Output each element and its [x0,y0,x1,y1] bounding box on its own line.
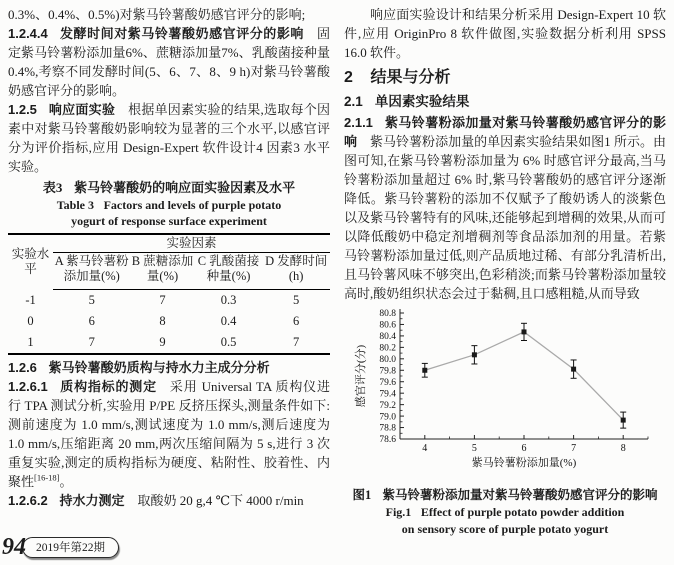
figure-caption-en-line1 [344,504,666,521]
svg-text:4: 4 [422,443,428,454]
table-caption-en-line1 [8,197,330,213]
section-title: 质构指标的测定 [59,379,157,394]
table-caption-en-line2 [8,213,330,229]
section-title: 发酵时间对紫马铃薯酸奶感官评分的影响 [59,26,304,41]
section-body-end: 。 [59,474,73,489]
column-header: C 乳酸菌接种量(%) [195,253,263,290]
svg-text:8: 8 [620,443,626,454]
runin-heading [8,493,124,508]
left-column [8,5,330,538]
figure-label-en: Fig.1 [385,505,412,519]
table-cell: 0.3 [220,293,237,307]
svg-text:80.2: 80.2 [379,343,396,354]
section-1-2-5 [8,100,330,176]
section-title: 紫马铃薯粉添加量对紫马铃薯酸奶感官评分的影响 [344,115,666,149]
table-cell: -1 [25,292,36,307]
table-label-en: Table 3 [56,198,94,212]
section-body: 根据单因素实验的结果,选取每个因素中对紫马铃薯酸奶影响较为显著的三个水平,以感官评分为评价指标,应用 Design-Expert 软件设计4 因素3 水平实验。 [8,102,330,174]
table-row [8,311,330,332]
section-title: 紫马铃薯酸奶质构与持水力主成分分析 [48,360,270,375]
section-2-1-1 [344,113,666,303]
figure-caption-text: 紫马铃薯粉添加量对紫马铃薯酸奶感官评分的影响 [382,488,658,502]
table-corner-header: 实验水平 [11,247,50,277]
table-cell: 1 [27,335,34,349]
runin-heading [8,379,157,394]
section-body: 固定紫马铃薯粉添加量6%、蔗糖添加量7%、乳酸菌接种量0.4%,考察不同发酵时间(5、6、7、8、9 h)对紫马铃薯酸奶感官评分的影响。 [8,26,330,98]
page-number: 94 [2,534,26,560]
runin-heading [8,102,115,117]
paragraph-text: 0.3%、0.4%、0.5%)对紫马铃薯酸奶感官评分的影响; [8,7,306,22]
runin-heading [8,26,304,41]
table-header-row [8,253,330,290]
svg-text:80.6: 80.6 [379,320,396,331]
table-cell: 5 [88,293,95,307]
svg-text:79.6: 79.6 [379,377,396,388]
table-cell: 7 [159,293,166,307]
section-2-1-heading [344,92,666,111]
svg-text:紫马铃薯粉添加量(%): 紫马铃薯粉添加量(%) [471,457,577,469]
paragraph-software [344,5,666,62]
section-body: 紫马铃薯粉添加量的单因素实验结果如图1 所示。由图可知,在紫马铃薯粉添加量为 6% 时感官评分最高,当马铃薯粉添加量超过 6% 时,紫马铃薯酸奶的感官评分逐渐降低。紫马铃薯粉的添加不仅赋予了酸奶诱人的淡紫色以及紫马铃薯特有的风味,还能够起到增稠的效果,从而可以降低酸奶中稳定剂增稠剂等食品添加剂的用量。若紫马铃薯粉添加量过低,则产品质地过稀、有部分乳清析出,且马铃薯风味不够突出,色彩稍淡;而紫马铃薯粉添加量较高时,酸奶组织状态会过于黏稠,且口感粗糙,从而导致 [344,134,666,301]
column-header: B 蔗糖添加量(%) [130,253,194,290]
column-header: D 发酵时间(h) [262,253,330,290]
section-body: 采用 Universal TA 质构仪进行 TPA 测试分析,实验用 P/PE 反挤压探头,测量条件如下:测前速度为 1.0 mm/s,测试速度为 1.0 mm/s,测后速度为 1.0 mm/s,压缩距离 20 mm,两次压缩间隔为 5 s,进行 3 次重复实验,测定的质构指标为硬度、粘附性、胶着性、内聚性 [8,379,330,489]
figure-caption-en-text: Effect of purple potato powder addition [420,505,625,519]
section-number: 1.2.5 [8,102,37,117]
page-footer [2,535,119,559]
section-title: 持水力测定 [59,493,125,508]
section-number: 2.1 [344,94,363,109]
svg-text:79.8: 79.8 [379,366,396,377]
svg-text:78.8: 78.8 [379,423,396,434]
section-1-2-6-1 [8,377,330,491]
right-column [344,5,666,538]
svg-text:感官评分(分): 感官评分(分) [355,344,367,408]
section-number: 1.2.6.1 [8,379,48,394]
table-cell: 6 [88,314,95,328]
table-cell: 8 [159,314,166,328]
table-cell: 0 [27,314,34,328]
table-cell: 0.5 [220,335,237,349]
table-label: 表3 [42,180,63,195]
section-title: 响应面实验 [48,102,116,117]
paragraph-continuation [8,5,330,24]
svg-text:5: 5 [471,443,477,454]
citation-reference: [16-18] [34,472,60,483]
table-row [8,290,330,312]
table-cell: 5 [293,293,300,307]
table-row [8,332,330,354]
figure-label: 图1 [352,488,372,502]
svg-text:80.4: 80.4 [379,332,396,343]
section-number: 2 [344,69,353,86]
table-caption-zh [8,179,330,197]
section-title: 结果与分析 [370,69,451,86]
section-2-heading [344,67,666,89]
section-1-2-6-2 [8,491,330,510]
section-1-2-6-heading [8,358,330,377]
table-cell: 6 [293,314,300,328]
table-cell: 9 [159,335,166,349]
table-cell: 7 [88,335,95,349]
table-cell: 7 [293,335,300,349]
section-number: 1.2.6 [8,360,37,375]
table-cell: 0.4 [220,314,237,328]
factors-levels-table [8,233,330,355]
svg-text:7: 7 [571,443,577,454]
figure-caption-en-line2 [344,521,666,538]
section-number: 1.2.6.2 [8,493,48,508]
svg-text:80.8: 80.8 [379,309,396,320]
svg-text:78.6: 78.6 [379,435,396,446]
table-caption-en-text: Factors and levels of purple potato [103,198,282,212]
figure-caption-en-text2: on sensory score of purple potato yogurt [401,522,609,536]
section-1-2-4-4 [8,24,330,100]
table-caption-text: 紫马铃薯酸奶的响应面实验因素及水平 [74,180,296,195]
paragraph-text: 响应面实验设计和结果分析采用 Design-Expert 10 软件,应用 OriginPro 8 软件做图,实验数据分析利用 SPSS 16.0 软件。 [344,7,666,60]
svg-text:79.2: 79.2 [379,400,396,411]
table-caption-en-text2: yogurt of response surface experiment [71,214,267,228]
svg-text:79.4: 79.4 [379,389,396,400]
fig1-line-chart [352,305,658,477]
issue-badge: 2019年第22期 [22,537,119,558]
figure-caption-zh [344,486,666,504]
section-title: 单因素实验结果 [374,94,470,109]
svg-text:80.0: 80.0 [379,355,396,366]
svg-text:6: 6 [521,443,527,454]
svg-text:79.0: 79.0 [379,412,396,423]
section-body: 取酸奶 20 g,4 ℃下 4000 r/min [137,493,304,508]
figure-1 [344,305,666,482]
table-span-header: 实验因素 [53,234,330,253]
section-number: 2.1.1 [344,115,373,130]
column-header: A 紫马铃薯粉添加量(%) [53,253,130,290]
section-number: 1.2.4.4 [8,26,48,41]
